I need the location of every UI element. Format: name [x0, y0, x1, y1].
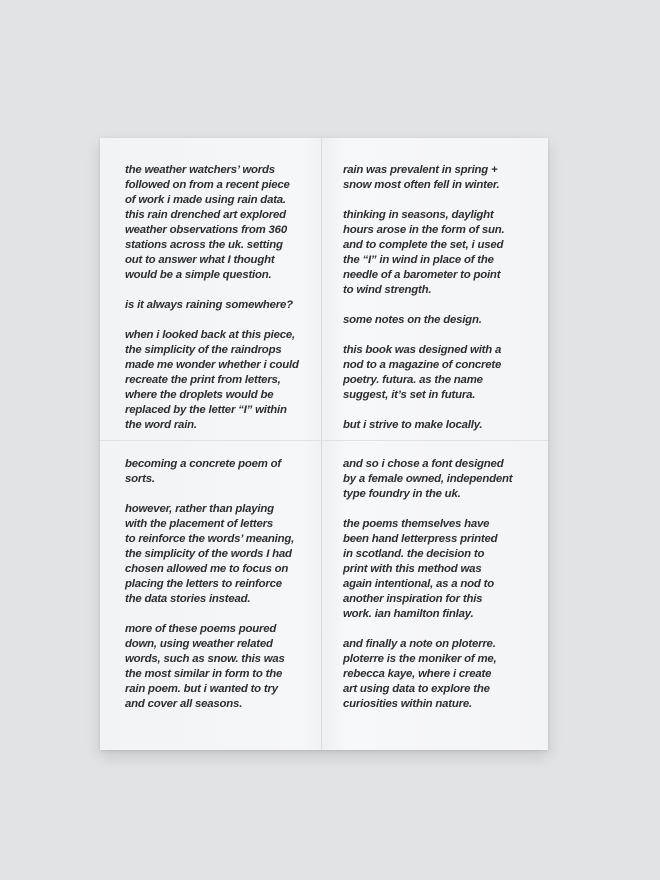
paragraph — [343, 343, 543, 403]
paragraph — [343, 208, 543, 298]
text-block-top-left — [125, 163, 337, 448]
text-block-bottom-right — [343, 457, 543, 727]
text-line: poetry. futura. as the name — [343, 374, 483, 386]
text-line: another inspiration for this — [343, 593, 483, 605]
text-line: the “I” in wind in place of the — [343, 254, 494, 266]
text-line: words, such as snow. this was — [125, 653, 285, 665]
text-line: art using data to explore the — [343, 683, 490, 695]
text-line: rain was prevalent in spring + — [343, 164, 498, 176]
paragraph — [125, 457, 337, 487]
text-line: replaced by the letter “I” within — [125, 404, 287, 416]
text-line: nod to a magazine of concrete — [343, 359, 502, 371]
text-line: when i looked back at this piece, — [125, 329, 296, 341]
text-line: type foundry in the uk. — [343, 488, 461, 500]
text-block-top-right — [343, 163, 543, 448]
paragraph — [343, 163, 543, 193]
text-line: chosen allowed me to focus on — [125, 563, 289, 575]
paragraph — [125, 298, 337, 313]
text-line: sorts. — [125, 473, 155, 485]
text-line: curiosities within nature. — [343, 698, 472, 710]
text-line: out to answer what I thought — [125, 254, 275, 266]
text-line: weather observations from 360 — [125, 224, 287, 236]
text-line: and cover all seasons. — [125, 698, 243, 710]
text-line: becoming a concrete poem of — [125, 458, 281, 470]
paragraph — [343, 313, 543, 328]
paragraph — [343, 418, 543, 433]
text-line: placing the letters to reinforce — [125, 578, 282, 590]
text-line: the weather watchers’ words — [125, 164, 275, 176]
paragraph — [125, 163, 337, 283]
paragraph — [343, 457, 543, 502]
text-line: in scotland. the decision to — [343, 548, 485, 560]
text-line: more of these poems poured — [125, 623, 277, 635]
text-line: some notes on the design. — [343, 314, 482, 326]
text-line: of work i made using rain data. — [125, 194, 286, 206]
paragraph — [343, 517, 543, 622]
text-line: the simplicity of the words I had — [125, 548, 292, 560]
text-line: hours arose in the form of sun. — [343, 224, 505, 236]
text-line: suggest, it’s set in futura. — [343, 389, 476, 401]
text-line: this book was designed with a — [343, 344, 502, 356]
text-line: print with this method was — [343, 563, 482, 575]
text-block-bottom-left — [125, 457, 337, 727]
text-line: is it always raining somewhere? — [125, 299, 293, 311]
text-line: rain poem. but i wanted to try — [125, 683, 278, 695]
text-line: with the placement of letters — [125, 518, 274, 530]
text-line: the simplicity of the raindrops — [125, 344, 282, 356]
text-line: and so i chose a font designed — [343, 458, 504, 470]
text-line: down, using weather related — [125, 638, 273, 650]
text-line: to reinforce the words’ meaning, — [125, 533, 295, 545]
text-line: to wind strength. — [343, 284, 432, 296]
text-line: by a female owned, independent — [343, 473, 513, 485]
text-line: the most similar in form to the — [125, 668, 283, 680]
text-line: been hand letterpress printed — [343, 533, 498, 545]
paragraph — [125, 328, 337, 433]
text-line: but i strive to make locally. — [343, 419, 483, 431]
text-line: snow most often fell in winter. — [343, 179, 500, 191]
paragraph — [125, 502, 337, 607]
booklet-page — [100, 138, 548, 750]
text-line: again intentional, as a nod to — [343, 578, 494, 590]
text-line: rebecca kaye, where i create — [343, 668, 492, 680]
text-line: the data stories instead. — [125, 593, 251, 605]
text-line: ploterre is the moniker of me, — [343, 653, 497, 665]
text-line: the poems themselves have — [343, 518, 490, 530]
text-line: followed on from a recent piece — [125, 179, 290, 191]
text-line: work. ian hamilton finlay. — [343, 608, 474, 620]
text-line: needle of a barometer to point — [343, 269, 501, 281]
text-line: where the droplets would be — [125, 389, 274, 401]
text-line: recreate the print from letters, — [125, 374, 281, 386]
text-line: made me wonder whether i could — [125, 359, 299, 371]
text-line: the word rain. — [125, 419, 197, 431]
text-line: thinking in seasons, daylight — [343, 209, 494, 221]
text-line: stations across the uk. setting — [125, 239, 283, 251]
text-line: would be a simple question. — [125, 269, 272, 281]
text-line: and to complete the set, i used — [343, 239, 504, 251]
text-line: and finally a note on ploterre. — [343, 638, 496, 650]
paragraph — [343, 637, 543, 712]
text-line: however, rather than playing — [125, 503, 274, 515]
paragraph — [125, 622, 337, 712]
text-line: this rain drenched art explored — [125, 209, 286, 221]
